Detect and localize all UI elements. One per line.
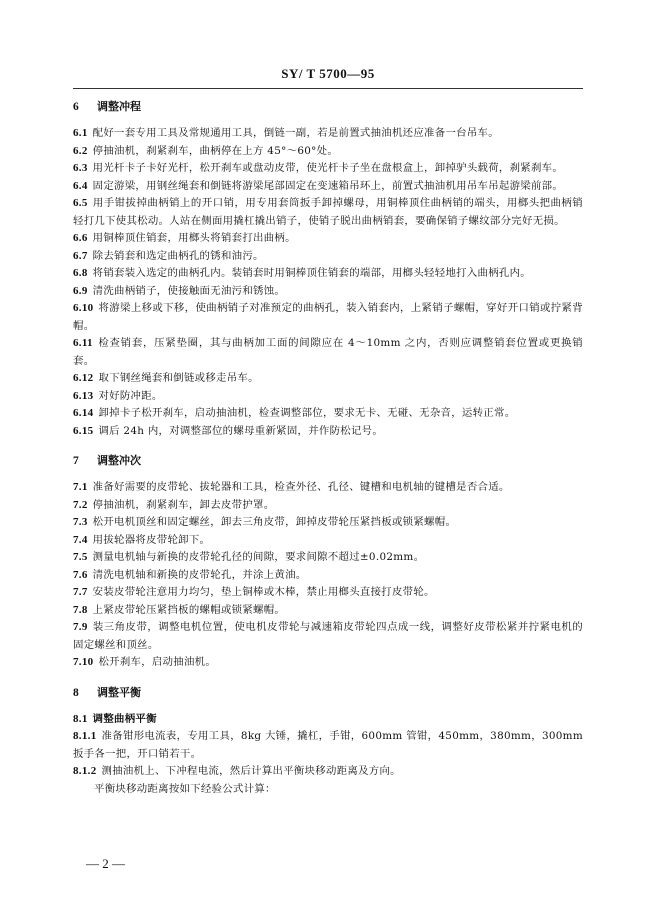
clause-number: 7.1 [73, 481, 88, 493]
clause-text: 松开电机顶丝和固定螺丝，卸去三角皮带，卸掉皮带轮压紧挡板或锁紧螺帽。 [92, 516, 457, 528]
clause [73, 335, 583, 370]
clause-number: 7.9 [73, 621, 88, 633]
clause-number: 7.10 [73, 656, 94, 668]
clause [73, 423, 583, 441]
clause [73, 125, 583, 143]
clause-number: 6.12 [73, 372, 94, 384]
clause-text: 将销套装入选定的曲柄孔内。装销套时用铜棒顶住销套的端部，用榔头轻轻地打入曲柄孔内。 [92, 267, 531, 279]
clause-text: 取下钢丝绳套和倒链或移走吊车。 [98, 372, 259, 384]
section-8-clauses [73, 711, 583, 781]
clause [73, 711, 583, 729]
section-6-clauses [73, 125, 583, 440]
section-title: 调整冲次 [97, 454, 142, 467]
clause-number: 8.1 [73, 712, 88, 725]
formula-intro: 平衡块移动距离按如下经验公式计算： [94, 782, 276, 795]
clause-text: 卸掉卡子松开刹车，启动抽油机，检查调整部位，要求无卡、无碰、无杂音，运转正常。 [98, 407, 516, 419]
clause [73, 532, 583, 550]
clause [73, 479, 583, 497]
clause-number: 6.14 [73, 407, 94, 419]
clause-number: 6.7 [73, 249, 88, 262]
clause-text: 将游梁上移或下移，使曲柄销子对准预定的曲柄孔，装入销套内，上紧销子螺帽，穿好开口销或拧紧背帽。 [73, 302, 583, 332]
clause-text: 固定游梁，用钢丝绳套和倒链将游梁尾部固定在变速箱吊环上，前置式抽油机用吊车吊起游梁前部。 [92, 179, 564, 192]
section-7-clauses [73, 479, 583, 672]
clause-number: 7.6 [73, 568, 88, 581]
clause-text: 测量电机轴与新换的皮带轮孔径的间隙，要求间隙不超过±0.02mm。 [92, 551, 425, 563]
clause-text: 测抽油机上、下冲程电流，然后计算出平衡块移动距离及方向。 [101, 765, 401, 777]
clause [73, 195, 583, 230]
section-heading [73, 684, 583, 701]
clause [73, 370, 583, 388]
clause [73, 763, 583, 781]
clause [73, 230, 583, 248]
clause-text: 检查销套，压紧垫圈，其与曲柄加工面的间隙应在 4～10mm 之内，否则应调整销套位置或更换销套。 [73, 337, 583, 367]
clause-text: 安装皮带轮注意用力均匀，垫上铜棒或木棒，禁止用榔头直接打皮带轮。 [92, 586, 435, 598]
section-number: 6 [73, 101, 79, 113]
page-number: — 2 — [86, 856, 125, 871]
clause-number: 7.2 [73, 498, 88, 511]
clause-text: 调整曲柄平衡 [92, 712, 157, 725]
clause [73, 567, 583, 585]
clause-number: 7.4 [73, 533, 88, 546]
section-heading [73, 452, 583, 469]
clause [73, 514, 583, 532]
clause-text: 上紧皮带轮压紧挡板的螺帽或锁紧螺帽。 [92, 603, 286, 616]
standard-code-header: SY/ T 5700—95 [281, 66, 375, 81]
clause-text: 配好一套专用工具及常规通用工具，倒链一副，若是前置式抽油机还应准备一台吊车。 [92, 127, 499, 139]
clause-number: 7.3 [73, 516, 88, 528]
clause [73, 283, 583, 301]
clause [73, 388, 583, 406]
document-body [73, 98, 583, 798]
clause [73, 300, 583, 335]
clause-text: 停抽油机，刹紧刹车，曲柄停在上方 45°～60°处。 [92, 144, 339, 157]
clause-number: 6.11 [73, 337, 93, 349]
clause-number: 6.8 [73, 267, 88, 279]
clause-text: 用拔轮器将皮带轮卸下。 [92, 533, 211, 546]
clause [73, 405, 583, 423]
clause-number: 7.7 [73, 586, 88, 598]
clause-number: 6.1 [73, 127, 88, 139]
clause-text: 清洗曲柄销子，使接触面无油污和锈蚀。 [92, 284, 286, 297]
clause [73, 178, 583, 196]
clause-number: 6.5 [73, 197, 88, 209]
clause [73, 248, 583, 266]
clause [73, 602, 583, 620]
clause-text: 清洗电机轴和新换的皮带轮孔，并涂上黄油。 [92, 568, 307, 581]
clause-text: 用手钳拔掉曲柄销上的开口销，用专用套筒扳手卸掉螺母，用铜棒顶住曲柄销的端头，用榔头把曲柄销轻打几下使其松动。人站在侧面用撬杠撬出销子，使销子脱出曲柄销套，要确保销子螺纹部分完好无损。 [73, 197, 583, 227]
clause-text: 调后 24h 内，对调整部位的螺母重新紧固，并作防松记号。 [98, 424, 384, 437]
clause [73, 265, 583, 283]
clause-number: 6.10 [73, 302, 94, 314]
clause-text: 准备好需要的皮带轮、拔轮器和工具，检查外径、孔径、键槽和电机轴的键槽是否合适。 [92, 481, 510, 493]
clause-number: 6.4 [73, 179, 88, 192]
clause [73, 143, 583, 161]
clause [73, 584, 583, 602]
clause [73, 654, 583, 672]
clause-number: 6.13 [73, 389, 94, 402]
clause-text: 用光杆卡子卡好光杆，松开刹车或盘动皮带，使光杆卡子坐在盘根盒上，卸掉驴头载荷，刹紧刹车。 [92, 162, 564, 174]
section-number: 7 [73, 455, 79, 467]
clause [73, 160, 583, 178]
clause-number: 6.2 [73, 144, 88, 157]
section-title: 调整冲程 [97, 100, 142, 113]
clause-number: 6.15 [73, 424, 94, 437]
clause [73, 549, 583, 567]
clause-text: 准备钳形电流表，专用工具，8kg 大锤，撬杠，手钳，600mm 管钳，450mm，380mm，300mm 扳手各一把，开口销若干。 [73, 730, 583, 760]
clause-number: 6.3 [73, 162, 88, 174]
clause [73, 728, 583, 763]
header-divider [73, 88, 583, 89]
clause [73, 619, 583, 654]
clause-number: 8.1.1 [73, 730, 97, 742]
clause-number: 7.5 [73, 551, 88, 563]
clause-number: 6.6 [73, 232, 88, 244]
clause-text: 用铜棒顶住销套，用榔头将销套打出曲柄。 [92, 232, 296, 244]
clause-text: 对好防冲距。 [98, 389, 163, 402]
clause [73, 497, 583, 515]
section-heading [73, 98, 583, 115]
section-number: 8 [73, 686, 79, 699]
clause-text: 除去销套和选定曲柄孔的锈和油污。 [92, 249, 264, 262]
clause-text: 装三角皮带，调整电机位置，使电机皮带轮与减速箱皮带轮四点成一线，调整好皮带松紧并拧紧电机的固定螺丝和顶丝。 [73, 621, 583, 651]
clause-text: 松开刹车，启动抽油机。 [98, 656, 217, 668]
clause-number: 6.9 [73, 284, 88, 297]
section-title: 调整平衡 [97, 685, 142, 699]
clause-text: 停抽油机，刹紧刹车，卸去皮带护罩。 [92, 498, 275, 511]
clause-number: 8.1.2 [73, 765, 97, 777]
clause-number: 7.8 [73, 603, 88, 616]
